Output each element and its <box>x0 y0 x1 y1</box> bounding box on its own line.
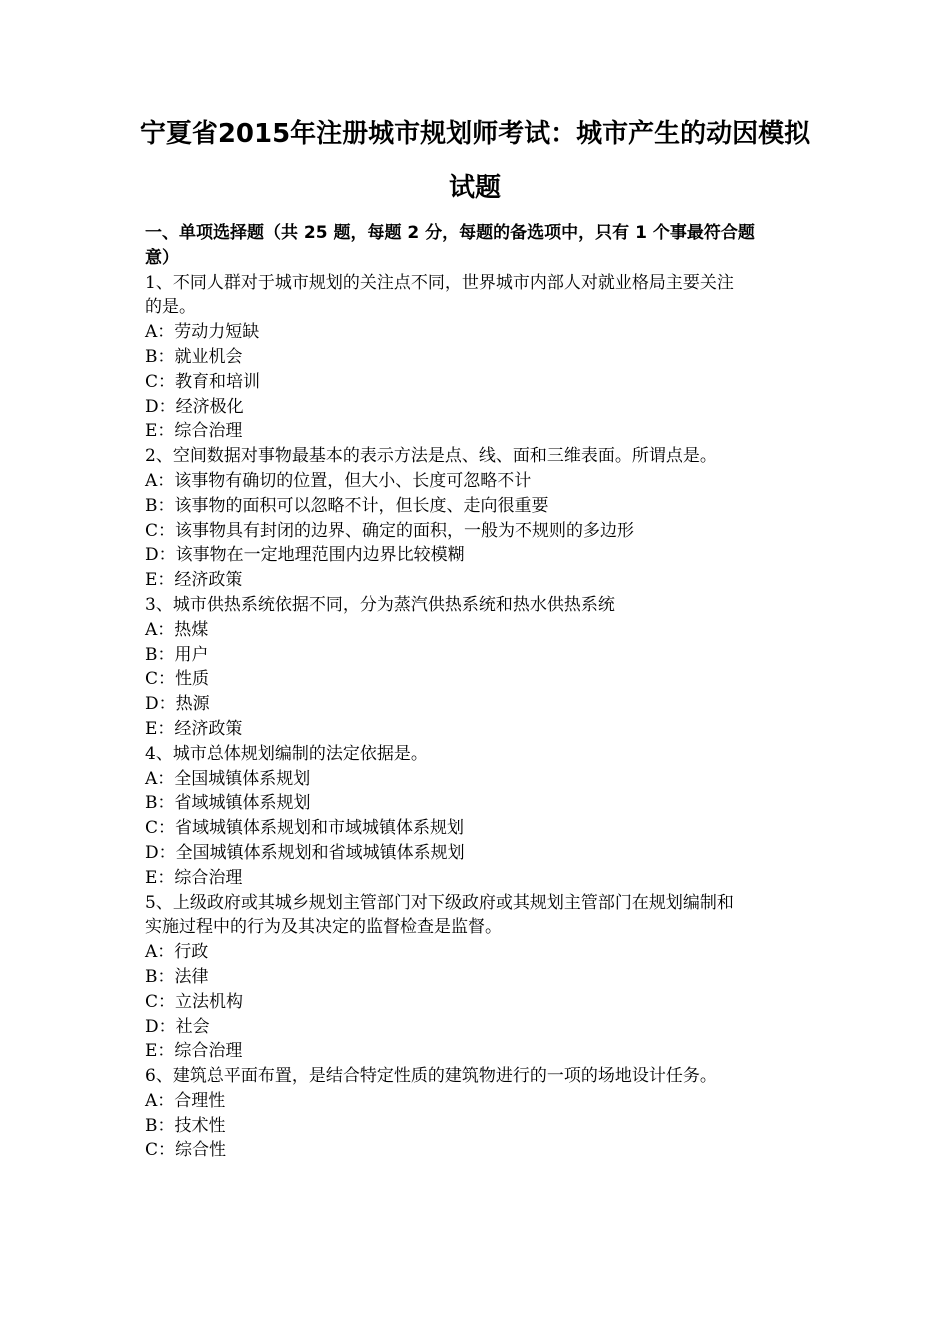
answer-option: A：热煤 <box>145 619 209 640</box>
answer-option: C：立法机构 <box>145 991 244 1012</box>
answer-option: E：经济政策 <box>145 718 243 739</box>
document-title-line-1: 宁夏省2015年注册城市规划师考试：城市产生的动因模拟 <box>139 119 811 149</box>
answer-option: A：劳动力短缺 <box>145 322 260 343</box>
answer-option: E：综合治理 <box>145 867 243 888</box>
answer-option: B：技术性 <box>145 1115 226 1136</box>
answer-option: C：综合性 <box>145 1140 227 1161</box>
answer-option: C：教育和培训 <box>145 371 261 392</box>
question-stem-line: 4、城市总体规划编制的法定依据是。 <box>145 743 428 764</box>
question-stem-line: 6、建筑总平面布置，是结合特定性质的建筑物进行的一项的场地设计任务。 <box>145 1066 717 1087</box>
document-body <box>145 221 810 1163</box>
question-stem-line: 实施过程中的行为及其决定的监督检查是监督。 <box>145 917 502 938</box>
question-item <box>145 742 810 891</box>
answer-option: B：用户 <box>145 644 209 665</box>
question-stem-line: 3、城市供热系统依据不同，分为蒸汽供热系统和热水供热系统 <box>145 594 615 615</box>
answer-option: A：行政 <box>145 942 209 963</box>
answer-option: D：热源 <box>145 694 210 715</box>
question-item <box>145 271 810 445</box>
answer-option: D：全国城镇体系规划和省域城镇体系规划 <box>145 842 465 863</box>
section-heading-line-2: 意） <box>145 247 179 268</box>
answer-option: E：综合治理 <box>145 421 243 442</box>
answer-option: B：法律 <box>145 966 209 987</box>
answer-option: C：省域城镇体系规划和市域城镇体系规划 <box>145 818 465 839</box>
question-stem-line: 5、上级政府或其城乡规划主管部门对下级政府或其规划主管部门在规划编制和 <box>145 892 734 913</box>
question-stem-line: 的是。 <box>145 297 196 318</box>
question-item <box>145 891 810 1065</box>
answer-option: D：社会 <box>145 1016 210 1037</box>
answer-option: B：该事物的面积可以忽略不计，但长度、走向很重要 <box>145 495 549 516</box>
document-title-line-2: 试题 <box>448 173 501 203</box>
question-item <box>145 593 810 742</box>
answer-option: C：该事物具有封闭的边界、确定的面积，一般为不规则的多边形 <box>145 520 635 541</box>
answer-option: B：省域城镇体系规划 <box>145 793 311 814</box>
answer-option: E：综合治理 <box>145 1041 243 1062</box>
answer-option: B：就业机会 <box>145 346 243 367</box>
question-item <box>145 1064 810 1163</box>
question-list <box>145 271 810 1164</box>
section-heading-line-1: 一、单项选择题（共 25 题，每题 2 分，每题的备选项中，只有 1 个事最符合题 <box>145 223 755 243</box>
answer-option: D：该事物在一定地理范围内边界比较模糊 <box>145 545 465 566</box>
question-stem-line: 1、不同人群对于城市规划的关注点不同，世界城市内部人对就业格局主要关注 <box>145 272 734 293</box>
question-stem-line: 2、空间数据对事物最基本的表示方法是点、线、面和三维表面。所谓点是。 <box>145 446 717 467</box>
answer-option: A：全国城镇体系规划 <box>145 768 311 789</box>
answer-option: D：经济极化 <box>145 396 244 417</box>
question-item <box>145 444 810 593</box>
answer-option: C：性质 <box>145 669 210 690</box>
answer-option: E：经济政策 <box>145 570 243 591</box>
answer-option: A：合理性 <box>145 1090 226 1111</box>
answer-option: A：该事物有确切的位置，但大小、长度可忽略不计 <box>145 470 532 491</box>
